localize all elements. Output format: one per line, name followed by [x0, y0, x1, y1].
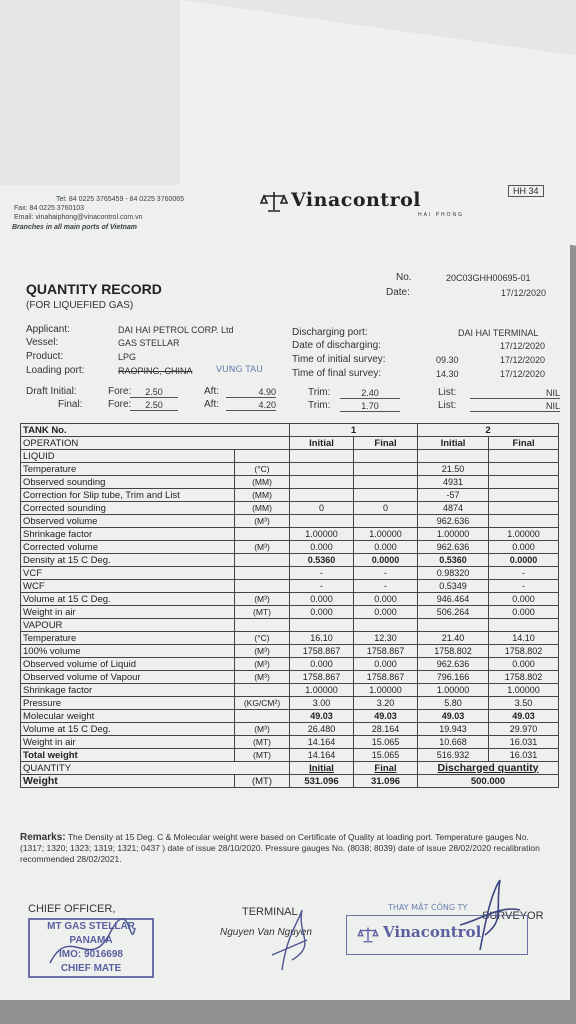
tank-2-initial-header: Initial	[418, 437, 489, 450]
row-unit: (KG/CM²)	[235, 697, 290, 710]
row-unit	[235, 580, 290, 593]
row-value: 0.000	[489, 541, 559, 554]
row-label: VAPOUR	[21, 619, 235, 632]
final-survey-time: 14.30	[436, 369, 459, 379]
quantity-table	[20, 423, 559, 788]
tank-2-final-header: Final	[489, 437, 559, 450]
header-address-line3: Email: vinahaiphong@vinacontrol.com.vn	[14, 214, 143, 221]
row-unit: (MM)	[235, 489, 290, 502]
product-value: LPG	[118, 352, 137, 362]
row-value	[290, 463, 354, 476]
discharging-port-value: DAI HAI TERMINAL	[458, 328, 539, 338]
chief-officer-label: CHIEF OFFICER,	[28, 903, 116, 915]
remarks-label: Remarks:	[20, 832, 66, 843]
quantity-initial-label: Initial	[290, 762, 354, 775]
list-initial-value: NIL	[470, 388, 560, 399]
tank-1-initial-header: Initial	[290, 437, 354, 450]
trim-initial-label: Trim:	[308, 387, 331, 398]
chief-stamp-line3: IMO: 9016698	[59, 949, 123, 960]
loading-port-handwritten: VUNG TAU	[216, 365, 263, 375]
row-value: 16.10	[290, 632, 354, 645]
table-row	[21, 736, 559, 749]
reference-box: HH 34	[508, 185, 544, 197]
row-value: -	[290, 580, 354, 593]
row-label: 100% volume	[21, 645, 235, 658]
header-branches: Branches in all main ports of Vietnam	[12, 224, 137, 231]
row-unit	[235, 710, 290, 723]
row-value: 29.970	[489, 723, 559, 736]
row-value: 1.00000	[489, 684, 559, 697]
discharging-port-label: Discharging port:	[292, 327, 368, 338]
row-label: Observed sounding	[21, 476, 235, 489]
row-value: 1.00000	[489, 528, 559, 541]
row-value: 0.5360	[290, 554, 354, 567]
row-label: Observed volume of Liquid	[21, 658, 235, 671]
list-final-label: List:	[438, 400, 457, 411]
row-value: 1758.802	[418, 645, 489, 658]
table-row	[21, 632, 559, 645]
row-value: -	[290, 567, 354, 580]
surveyor-stamp-scales-icon	[357, 926, 379, 949]
row-unit: (MT)	[235, 749, 290, 762]
row-value: 5.80	[418, 697, 489, 710]
row-value: 49.03	[354, 710, 418, 723]
row-value: 12.30	[354, 632, 418, 645]
row-unit	[235, 619, 290, 632]
initial-survey-date: 17/12/2020	[500, 355, 546, 365]
initial-weight: 531.096	[290, 775, 354, 788]
row-value: 3.50	[489, 697, 559, 710]
table-row	[21, 463, 559, 476]
row-unit: (M³)	[235, 723, 290, 736]
trim-final-value: 1.70	[340, 401, 400, 412]
row-label: Shrinkage factor	[21, 684, 235, 697]
page-title: QUANTITY RECORD	[26, 281, 162, 297]
row-unit: (M³)	[235, 645, 290, 658]
row-value: 10.668	[418, 736, 489, 749]
table-row	[21, 658, 559, 671]
final-survey-label: Time of final survey:	[292, 368, 382, 379]
vinacontrol-logo: Vinacontrol	[291, 189, 421, 211]
page-subtitle: (FOR LIQUEFIED GAS)	[26, 300, 134, 311]
row-value	[354, 450, 418, 463]
surveyor-handwriting: THAY MẶT CÔNG TY	[388, 903, 468, 912]
row-value: 0.000	[354, 593, 418, 606]
row-label: Density at 15 C Deg.	[21, 554, 235, 567]
row-unit	[235, 567, 290, 580]
row-value: 19.943	[418, 723, 489, 736]
chief-stamp-line1: MT GAS STELLAR	[47, 921, 135, 932]
product-label: Product:	[26, 351, 64, 362]
row-value	[489, 476, 559, 489]
row-label: VCF	[21, 567, 235, 580]
row-unit: (MT)	[235, 736, 290, 749]
weight-label: Weight	[21, 775, 235, 788]
row-value: 0.5349	[418, 580, 489, 593]
row-value: 15.065	[354, 749, 418, 762]
row-value: 506.264	[418, 606, 489, 619]
table-row	[21, 515, 559, 528]
row-value: 21.40	[418, 632, 489, 645]
row-label: Corrected sounding	[21, 502, 235, 515]
row-value	[489, 619, 559, 632]
table-header-row	[21, 424, 559, 437]
remarks-text: The Density at 15 Deg. C & Molecular weight were based on Certificate of Quality at loading port. Temperature gauges No. (1317; 1320; 1323; 1319; 1321; 0437 ) date of issue 28/10/2020. Pressure gauges No. (8038; 8039) date of issue 28/02/2020 recalibration recommended 28/02/2021.	[20, 832, 540, 864]
row-value	[290, 489, 354, 502]
row-value	[290, 476, 354, 489]
row-value: 21.50	[418, 463, 489, 476]
row-value: 14.164	[290, 749, 354, 762]
fore-initial-value: 2.50	[130, 387, 178, 398]
row-value	[489, 463, 559, 476]
row-value: 15.065	[354, 736, 418, 749]
document-page	[0, 185, 570, 1000]
row-value: 1.00000	[290, 684, 354, 697]
row-value	[489, 450, 559, 463]
weight-row	[21, 775, 559, 788]
aft-initial-value: 4.90	[226, 387, 276, 398]
loading-port-value: RAOPING, CHINA	[118, 366, 193, 376]
aft-final-value: 4.20	[226, 400, 276, 411]
row-value: 1758.802	[489, 645, 559, 658]
table-row	[21, 606, 559, 619]
fore-final-label: Fore:	[108, 399, 132, 410]
row-value: 962.636	[418, 515, 489, 528]
row-value	[354, 463, 418, 476]
fore-final-value: 2.50	[130, 400, 178, 411]
row-value: 14.164	[290, 736, 354, 749]
weight-unit: (MT)	[235, 775, 290, 788]
applicant-label: Applicant:	[26, 324, 70, 335]
list-initial-label: List:	[438, 387, 457, 398]
row-value: 49.03	[489, 710, 559, 723]
surveyor-label: SURVEYOR	[482, 910, 544, 922]
row-value: 1.00000	[354, 528, 418, 541]
row-label: Volume at 15 C Deg.	[21, 723, 235, 736]
final-survey-date: 17/12/2020	[500, 369, 546, 379]
table-row	[21, 580, 559, 593]
row-value: 0.000	[354, 541, 418, 554]
row-value	[489, 489, 559, 502]
row-value	[354, 515, 418, 528]
row-value: 962.636	[418, 541, 489, 554]
row-label: Total weight	[21, 749, 235, 762]
row-unit: (M³)	[235, 658, 290, 671]
tank-1-header: 1	[290, 424, 418, 437]
row-value: 49.03	[290, 710, 354, 723]
row-value: 16.031	[489, 749, 559, 762]
row-value: 1758.867	[354, 671, 418, 684]
row-unit: (°C)	[235, 632, 290, 645]
row-value: 1758.867	[290, 671, 354, 684]
row-label: Correction for Slip tube, Trim and List	[21, 489, 235, 502]
tank-2-header: 2	[418, 424, 559, 437]
row-value	[489, 515, 559, 528]
table-subheader-row	[21, 437, 559, 450]
row-value	[290, 515, 354, 528]
row-unit: (M³)	[235, 671, 290, 684]
row-value: 0.000	[290, 606, 354, 619]
draft-final-label: Final:	[58, 399, 83, 410]
row-value: 796.166	[418, 671, 489, 684]
row-value: -	[354, 567, 418, 580]
row-value: 0.000	[290, 593, 354, 606]
row-label: Weight in air	[21, 736, 235, 749]
row-value: 0.000	[489, 593, 559, 606]
row-value: -	[489, 567, 559, 580]
list-final-value: NIL	[470, 401, 560, 412]
row-value: -	[354, 580, 418, 593]
terminal-name: Nguyen Van Nguyen	[220, 927, 312, 938]
row-value: 1.00000	[418, 528, 489, 541]
row-value: 962.636	[418, 658, 489, 671]
header-address-line2: Fax: 84 0225 3760103	[14, 205, 85, 212]
row-label: Observed volume	[21, 515, 235, 528]
date-discharging-label: Date of discharging:	[292, 340, 381, 351]
row-label: Temperature	[21, 463, 235, 476]
row-value	[290, 619, 354, 632]
discharged-weight: 500.000	[418, 775, 559, 788]
row-label: Temperature	[21, 632, 235, 645]
table-row	[21, 541, 559, 554]
row-value	[489, 502, 559, 515]
aft-final-label: Aft:	[204, 399, 220, 410]
table-row	[21, 684, 559, 697]
row-value: 0.5360	[418, 554, 489, 567]
table-row	[21, 502, 559, 515]
table-row	[21, 593, 559, 606]
row-label: Corrected volume	[21, 541, 235, 554]
fore-initial-label: Fore:	[108, 386, 132, 397]
row-value: 1758.802	[489, 671, 559, 684]
row-label: WCF	[21, 580, 235, 593]
tank-no-label: TANK No.	[21, 424, 290, 437]
row-label: Molecular weight	[21, 710, 235, 723]
row-value: 4931	[418, 476, 489, 489]
row-value: 3.20	[354, 697, 418, 710]
row-unit: (MM)	[235, 476, 290, 489]
table-row	[21, 710, 559, 723]
doc-date: 17/12/2020	[501, 288, 547, 298]
row-value: 14.10	[489, 632, 559, 645]
row-value: 0.0000	[489, 554, 559, 567]
table-row	[21, 749, 559, 762]
table-row	[21, 528, 559, 541]
chief-stamp-line4: CHIEF MATE	[60, 963, 122, 974]
chief-stamp-line2: PANAMA	[69, 935, 113, 946]
row-value: 26.480	[290, 723, 354, 736]
chief-officer-signature	[40, 913, 140, 983]
remarks	[20, 832, 555, 865]
row-unit: (MM)	[235, 502, 290, 515]
operation-label: OPERATION	[21, 437, 290, 450]
table-row	[21, 554, 559, 567]
loading-port-label: Loading port:	[26, 365, 85, 376]
row-label: Volume at 15 C Deg.	[21, 593, 235, 606]
row-value: 0.98320	[418, 567, 489, 580]
row-label: Weight in air	[21, 606, 235, 619]
applicant-value: DAI HAI PETROL CORP. Ltd	[118, 325, 234, 335]
row-unit: (°C)	[235, 463, 290, 476]
date-discharging-value: 17/12/2020	[500, 341, 546, 351]
tank-1-final-header: Final	[354, 437, 418, 450]
table-row	[21, 489, 559, 502]
row-label: Observed volume of Vapour	[21, 671, 235, 684]
table-row	[21, 671, 559, 684]
table-row	[21, 450, 559, 463]
logo-subtitle: HAI PHONG	[418, 212, 465, 218]
row-value: 946.464	[418, 593, 489, 606]
row-value: 1.00000	[354, 684, 418, 697]
doc-number: 20C03GHH00695-01	[446, 273, 531, 283]
table-row	[21, 619, 559, 632]
surveyor-stamp-logo: Vinacontrol	[383, 923, 482, 941]
terminal-label: TERMINAL	[242, 906, 298, 918]
scales-icon	[260, 190, 288, 219]
row-value: -	[489, 580, 559, 593]
trim-final-label: Trim:	[308, 400, 331, 411]
row-value: 3.00	[290, 697, 354, 710]
row-value: 1758.867	[290, 645, 354, 658]
initial-survey-label: Time of initial survey:	[292, 354, 386, 365]
quantity-label: QUANTITY	[21, 762, 290, 775]
row-value: 16.031	[489, 736, 559, 749]
discharged-quantity-label: Discharged quantity	[418, 762, 559, 775]
row-value: 0.000	[354, 658, 418, 671]
row-value	[418, 619, 489, 632]
row-value: 516.932	[418, 749, 489, 762]
table-row	[21, 697, 559, 710]
terminal-signature	[262, 905, 342, 975]
table-row	[21, 476, 559, 489]
row-unit: (M³)	[235, 541, 290, 554]
row-unit: (M³)	[235, 593, 290, 606]
doc-number-label: No.	[396, 272, 412, 283]
row-value	[290, 450, 354, 463]
row-value: 28.164	[354, 723, 418, 736]
row-value: 0.000	[489, 658, 559, 671]
row-value	[354, 476, 418, 489]
row-unit	[235, 450, 290, 463]
row-unit	[235, 684, 290, 697]
row-unit	[235, 554, 290, 567]
row-value: 0	[354, 502, 418, 515]
row-value: 0.0000	[354, 554, 418, 567]
row-value: 1758.867	[354, 645, 418, 658]
row-value: 0	[290, 502, 354, 515]
row-value: 1.00000	[418, 684, 489, 697]
row-value: 0.000	[290, 658, 354, 671]
row-value: 49.03	[418, 710, 489, 723]
row-label: Shrinkage factor	[21, 528, 235, 541]
row-label: Pressure	[21, 697, 235, 710]
row-unit	[235, 528, 290, 541]
row-value: 1.00000	[290, 528, 354, 541]
aft-initial-label: Aft:	[204, 386, 220, 397]
table-row	[21, 645, 559, 658]
row-value: -57	[418, 489, 489, 502]
row-value: 4874	[418, 502, 489, 515]
draft-initial-label: Draft Initial:	[26, 386, 77, 397]
row-value: 0.000	[489, 606, 559, 619]
vessel-label: Vessel:	[26, 337, 59, 348]
table-row	[21, 723, 559, 736]
trim-initial-value: 2.40	[340, 388, 400, 399]
initial-survey-time: 09.30	[436, 355, 459, 365]
vessel-value: GAS STELLAR	[118, 338, 180, 348]
surveyor-signature	[440, 875, 530, 955]
quantity-row	[21, 762, 559, 775]
header-address-line1: Tel: 84 0225 3765459 - 84 0225 3760065	[56, 196, 185, 203]
row-value	[418, 450, 489, 463]
row-value: 0.000	[354, 606, 418, 619]
row-value	[354, 489, 418, 502]
row-unit: (MT)	[235, 606, 290, 619]
row-unit: (M³)	[235, 515, 290, 528]
table-row	[21, 567, 559, 580]
row-value: 0.000	[290, 541, 354, 554]
doc-date-label: Date:	[386, 287, 410, 298]
row-label: LIQUID	[21, 450, 235, 463]
final-weight: 31.096	[354, 775, 418, 788]
row-value	[354, 619, 418, 632]
quantity-final-label: Final	[354, 762, 418, 775]
